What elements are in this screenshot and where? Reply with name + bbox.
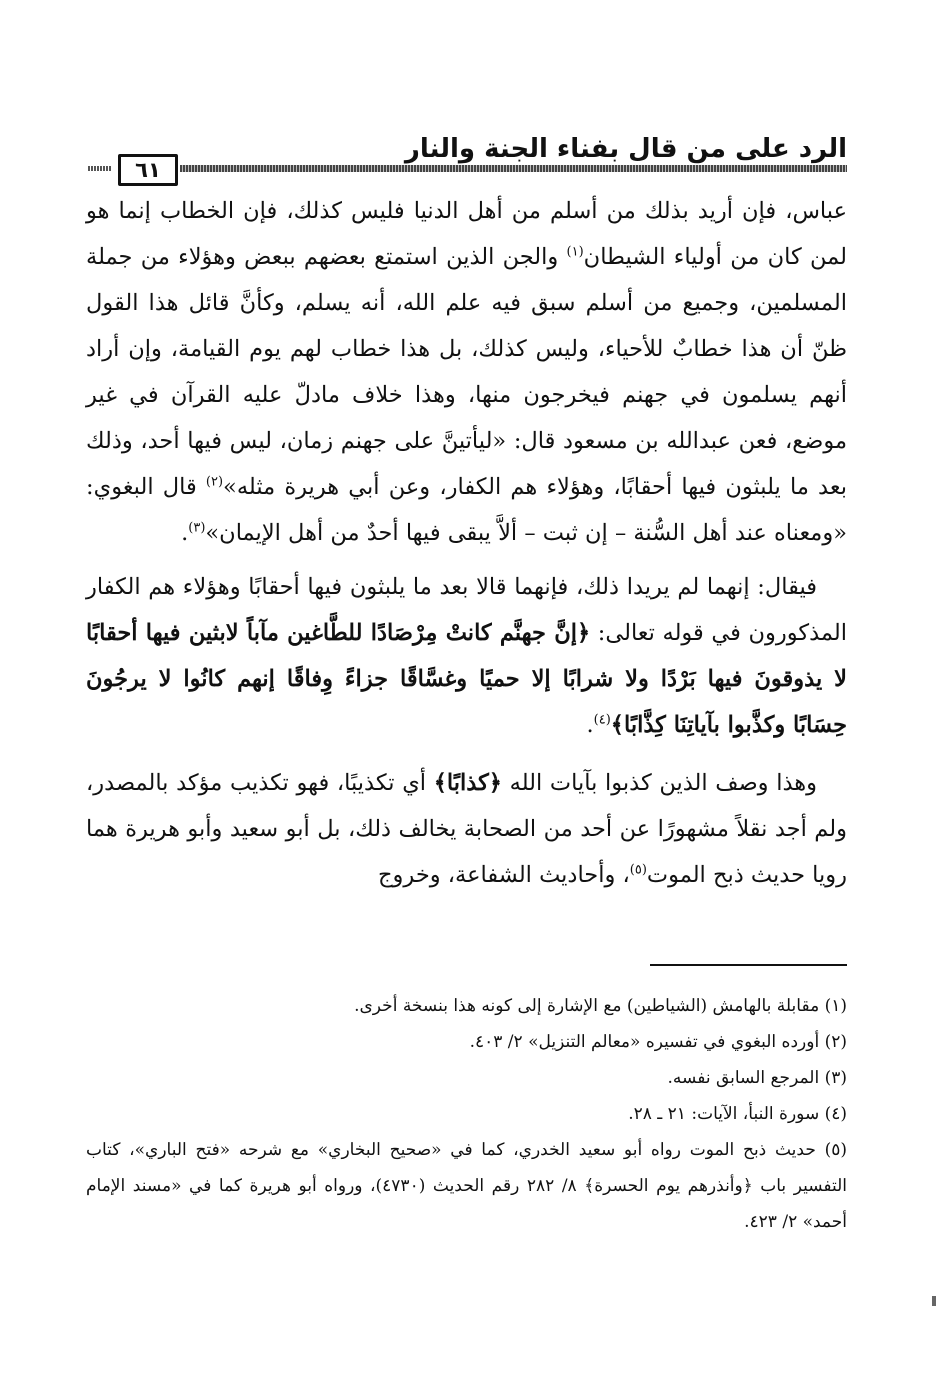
paragraph-1 [86, 188, 847, 556]
text-run: والجن الذين استمتع بعضهم ببعض وهؤلاء من جملة المسلمين، وجميع من أسلم سبق فيه علم الله، أنه يسلم، وكأنَّ قائل هذا القول ظنّ أن هذا خطابٌ للأحياء، وليس كذلك، بل هذا خطاب لهم يوم القيامة، وإن أراد أنهم يسلمون في جهنم فيخرجون منها، وهذا خلاف مادلّ عليه القرآن في غير موضع، فعن عبدالله بن مسعود قال: «ليأتينَّ على جهنم زمان، ليس فيها أحد، وذلك بعد ما يلبثون فيها أحقابًا، وهؤلاء هم الكفار، وعن أبي هريرة مثله» [86, 244, 847, 500]
page-number: ٦١ [118, 154, 178, 186]
main-text [86, 188, 847, 898]
footnote-5: (٥) حديث ذبح الموت رواه أبو سعيد الخدري، كما في «صحيح البخاري» مع شرحه «فتح الباري»، كتاب التفسير باب ﴿وأنذرهم يوم الحسرة﴾ ٨/ ٢٨٢ رقم الحديث (٤٧٣٠)، ورواه أبو هريرة كما في «مسند الإمام أحمد» ٢/ ٤٢٣. [86, 1140, 848, 1232]
footnote-1: (١) مقابلة بالهامش (الشياطين) مع الإشارة إلى كونه هذا بنسخة أخرى. [354, 996, 847, 1016]
text-run: . [586, 712, 594, 738]
footnote-4: (٤) سورة النبأ، الآيات: ٢١ ـ ٢٨. [628, 1104, 847, 1124]
text-run: وهذا وصف الذين كذبوا بآيات الله [501, 770, 817, 796]
footnote-separator [650, 964, 847, 966]
text-run: . [181, 520, 189, 546]
quran-verse: ﴿إنَّ جهنَّم كانتْ مِرْصَادًا للطَّاغين مآباً لابثين فيها أحقابًا لا يذوقونَ فيها بَرْدًا ولا شرابًا إلا حميًا وغسَّاقًا جزاءً وِفاقًا إنهم كانُوا لا يرجُونَ حِسَابًا وكذَّبوا بآياتِنَا كِذَّابًا﴾ [86, 620, 847, 738]
scan-mark [932, 1296, 936, 1306]
paragraph-2 [86, 564, 847, 748]
page-header [88, 132, 847, 182]
text-run: عباس، فإن أريد بذلك من أسلم من أهل الدنيا فليس كذلك، فإن الخطاب إنما هو لمن كان من أولياء الشيطان [86, 198, 847, 270]
text-run: قال البغوي: «ومعناه عند أهل السُّنة – إن ثبت – ألاَّ يبقى فيها أحدٌ من أهل الإيمان» [86, 474, 847, 546]
quran-verse: ﴿كذابًا﴾ [433, 770, 502, 796]
footnote-3: (٣) المرجع السابق نفسه. [667, 1068, 847, 1088]
footnote-ref: (٥) [629, 862, 647, 878]
footnote-ref: (١) [566, 244, 584, 260]
header-rule [180, 165, 847, 172]
header-rule-left [88, 166, 112, 171]
footnote-ref: (٣) [188, 520, 206, 536]
footnote-ref: (٤) [593, 712, 611, 728]
running-title: الرد على من قال بفناء الجنة والنار [404, 134, 847, 164]
text-run: ، وأحاديث الشفاعة، وخروج [378, 862, 630, 888]
text-run: أي تكذيبًا، فهو تكذيب مؤكد بالمصدر، ولم أجد نقلاً مشهورًا عن أحد من الصحابة يخالف ذلك، بل أبو سعيد وأبو هريرة هما رويا حديث ذبح الموت [86, 770, 847, 888]
paragraph-3 [86, 760, 847, 898]
footnote-ref: (٢) [205, 474, 224, 490]
footnote-2: (٢) أورده البغوي في تفسيره «معالم التنزيل» ٢/ ٤٠٣. [469, 1032, 847, 1052]
footnotes [86, 988, 847, 1240]
text-run: فيقال: إنهما لم يريدا ذلك، فإنهما قالا بعد ما يلبثون فيها أحقابًا وهؤلاء هم الكفار المذكورون في قوله تعالى: [86, 574, 847, 646]
